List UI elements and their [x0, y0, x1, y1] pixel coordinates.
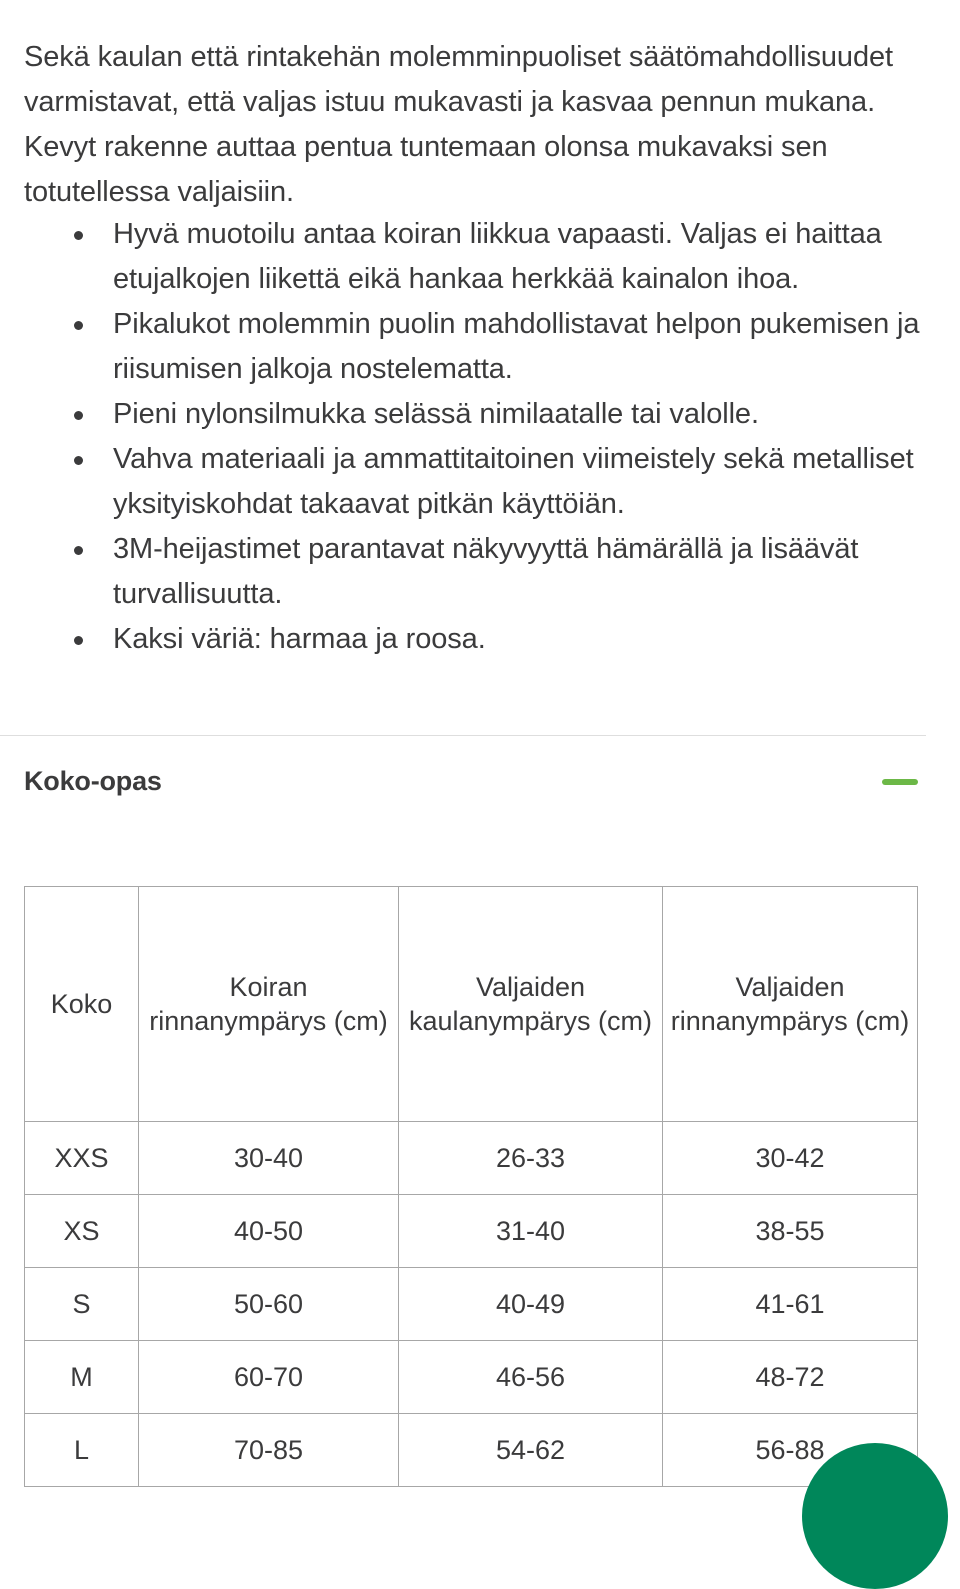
- list-item: [24, 212, 954, 302]
- column-header-size: Koko: [25, 887, 139, 1122]
- cell-dog-chest: 60-70: [139, 1341, 399, 1414]
- cell-harness-chest: 30-42: [663, 1122, 918, 1195]
- list-item: [24, 437, 954, 527]
- column-header-harness-neck: Valjaiden kaulanympärys (cm): [399, 887, 663, 1122]
- section-divider: [0, 735, 926, 736]
- cell-harness-chest: 41-61: [663, 1268, 918, 1341]
- cell-size: XS: [25, 1195, 139, 1268]
- product-feature-list: [24, 212, 954, 662]
- cell-harness-neck: 26-33: [399, 1122, 663, 1195]
- cell-harness-chest: 56-88: [663, 1414, 918, 1487]
- size-guide-table: [24, 886, 918, 1487]
- table-row: [25, 1122, 918, 1195]
- bullet-icon: [74, 411, 83, 420]
- cell-harness-neck: 46-56: [399, 1341, 663, 1414]
- list-item: [24, 527, 954, 617]
- list-item: [24, 302, 954, 392]
- chat-fab[interactable]: [802, 1443, 948, 1589]
- bullet-icon: [74, 546, 83, 555]
- cell-dog-chest: 40-50: [139, 1195, 399, 1268]
- table-body: [25, 1122, 918, 1487]
- list-item-label: Vahva materiaali ja ammattitaitoinen viimeistely sekä metalliset yksityiskohdat takaavat pitkän käyttöiän.: [113, 443, 914, 520]
- minus-icon[interactable]: [882, 779, 918, 785]
- bullet-icon: [74, 456, 83, 465]
- list-item: [24, 392, 954, 437]
- cell-harness-neck: 54-62: [399, 1414, 663, 1487]
- table-row: [25, 1341, 918, 1414]
- cell-size: S: [25, 1268, 139, 1341]
- size-guide-table-container: [24, 886, 910, 1487]
- list-item: [24, 617, 954, 662]
- accordion-title: Koko-opas: [24, 766, 162, 796]
- list-item-label: Kaksi väriä: harmaa ja roosa.: [113, 623, 486, 655]
- table-row: [25, 1268, 918, 1341]
- cell-harness-chest: 38-55: [663, 1195, 918, 1268]
- product-description-paragraph: Sekä kaulan että rintakehän molemminpuoliset säätömahdollisuudet varmistavat, että valjas istuu mukavasti ja kasvaa pennun mukana. Kevyt rakenne auttaa pentua tuntemaan olonsa mukavaksi sen totutellessa valjaisiin.: [24, 41, 893, 208]
- accordion-header-size-guide[interactable]: [0, 752, 926, 818]
- bullet-icon: [74, 321, 83, 330]
- cell-dog-chest: 30-40: [139, 1122, 399, 1195]
- cell-size: M: [25, 1341, 139, 1414]
- cell-size: XXS: [25, 1122, 139, 1195]
- list-item-label: Hyvä muotoilu antaa koiran liikkua vapaasti. Valjas ei haittaa etujalkojen liikettä eikä hankaa herkkää kainalon ihoa.: [113, 218, 882, 295]
- table-header: [25, 887, 918, 1122]
- cell-harness-neck: 31-40: [399, 1195, 663, 1268]
- bullet-icon: [74, 636, 83, 645]
- cell-harness-neck: 40-49: [399, 1268, 663, 1341]
- column-header-dog-chest: Koiran rinnanympärys (cm): [139, 887, 399, 1122]
- list-item-label: Pikalukot molemmin puolin mahdollistavat helpon pukemisen ja riisumisen jalkoja nostelematta.: [113, 308, 920, 385]
- table-row: [25, 1195, 918, 1268]
- table-header-row: [25, 887, 918, 1122]
- bullet-icon: [74, 231, 83, 240]
- cell-dog-chest: 70-85: [139, 1414, 399, 1487]
- cell-dog-chest: 50-60: [139, 1268, 399, 1341]
- list-item-label: 3M-heijastimet parantavat näkyvyyttä hämärällä ja lisäävät turvallisuutta.: [113, 533, 859, 610]
- list-item-label: Pieni nylonsilmukka selässä nimilaatalle tai valolle.: [113, 398, 759, 430]
- table-row: [25, 1414, 918, 1487]
- column-header-harness-chest: Valjaiden rinnanympärys (cm): [663, 887, 918, 1122]
- cell-size: L: [25, 1414, 139, 1487]
- cell-harness-chest: 48-72: [663, 1341, 918, 1414]
